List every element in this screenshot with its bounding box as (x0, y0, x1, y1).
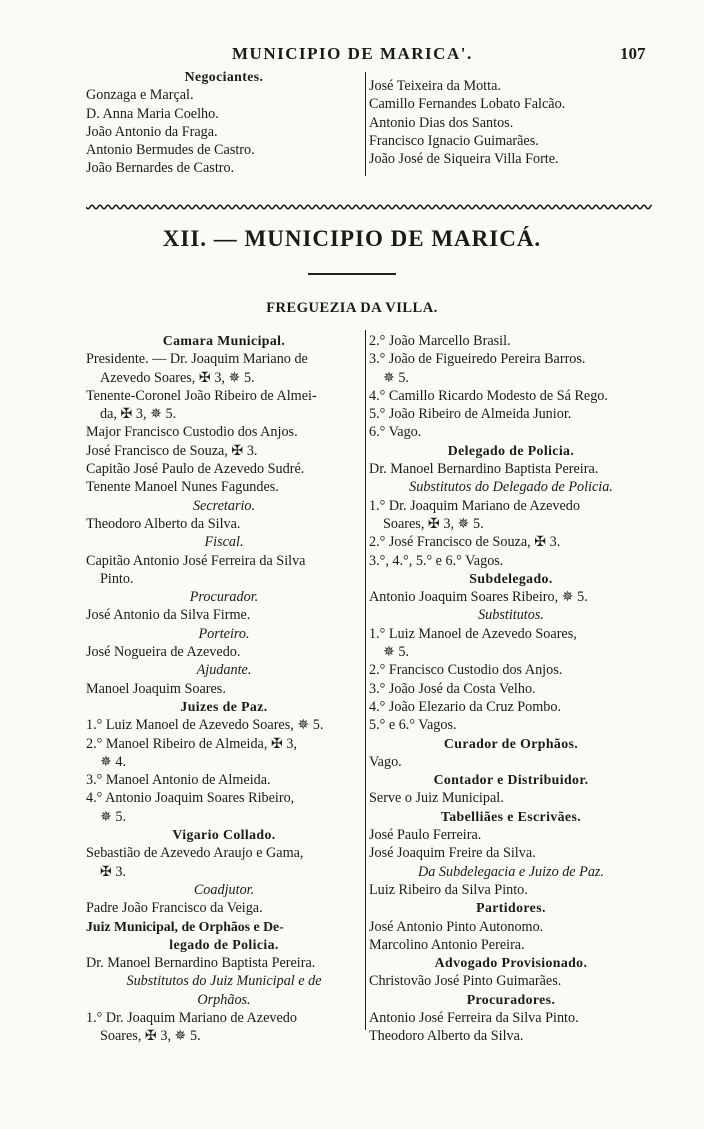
entry-line: Presidente. — Dr. Joaquim Mariano de (86, 351, 308, 368)
entry-line: José Paulo Ferreira. (369, 827, 482, 844)
entry-line: Tenente-Coronel João Ribeiro de Almei- (86, 387, 317, 404)
list-item: João Bernardes de Castro. (86, 160, 235, 177)
entry-line: José Francisco de Souza, ✠ 3. (86, 442, 258, 459)
entry-line: Antonio Joaquim Soares Ribeiro, ✵ 5. (369, 589, 588, 606)
chapter-rule (308, 273, 396, 275)
section-heading: Vigario Collado. (172, 827, 276, 843)
entry-line: ✵ 5. (100, 808, 127, 825)
entry-line: Soares, ✠ 3, ✵ 5. (100, 1028, 201, 1045)
list-item: João Antonio da Fraga. (86, 123, 218, 140)
entry-line: 2.° Manoel Ribeiro de Almeida, ✠ 3, (86, 735, 298, 752)
section-heading: Subdelegado. (469, 570, 553, 586)
entry-line: 1.° Luiz Manoel de Azevedo Soares, ✵ 5. (86, 717, 324, 734)
subtitle-label: Da Subdelegacia e Juizo de Paz. (418, 863, 604, 880)
entry-line: 4.° João Elezario da Cruz Pombo. (369, 698, 562, 715)
entry-line: Manoel Joaquim Soares. (86, 680, 226, 697)
running-title: MUNICIPIO DE MARICA'. (232, 44, 473, 63)
entry-line: José Antonio da Silva Firme. (86, 607, 251, 624)
list-item: Gonzaga e Marçal. (86, 87, 194, 104)
role-label: Secretario. (192, 497, 256, 514)
entry-line: Antonio José Ferreira da Silva Pinto. (369, 1009, 579, 1026)
entry-line: 1.° Dr. Joaquim Mariano de Azevedo (86, 1009, 297, 1026)
entry-line: Dr. Manoel Bernardino Baptista Pereira. (86, 955, 316, 972)
entry-line: Serve o Juiz Municipal. (369, 790, 504, 807)
subtitle-label: Substitutos do Juiz Municipal e de (126, 973, 322, 990)
entry-line: 5.° e 6.° Vagos. (369, 717, 457, 734)
column-divider-main (365, 330, 366, 1030)
section-heading: Delegado de Policia. (447, 442, 575, 458)
entry-line: 4.° Antonio Joaquim Soares Ribeiro, (86, 790, 295, 807)
entry-line: Capitão José Paulo de Azevedo Sudré. (86, 461, 305, 478)
entry-line: 1.° Luiz Manoel de Azevedo Soares, (369, 625, 577, 642)
entry-line: 5.° João Ribeiro de Almeida Junior. (369, 406, 572, 423)
section-heading: Advogado Provisionado. (434, 955, 588, 971)
subtitle-label: Substitutos do Delegado de Policia. (409, 479, 613, 496)
parish-title: FREGUEZIA DA VILLA. (266, 300, 438, 316)
entry-line: Capitão Antonio José Ferreira da Silva (86, 552, 306, 569)
entry-line: Padre João Francisco da Veiga. (86, 900, 263, 917)
entry-line: Theodoro Alberto da Silva. (86, 515, 241, 532)
entry-line: Major Francisco Custodio dos Anjos. (86, 424, 298, 441)
entry-line: Azevedo Soares, ✠ 3, ✵ 5. (100, 369, 255, 386)
entry-line: ✵ 5. (383, 369, 410, 386)
list-item: Camillo Fernandes Lobato Falcão. (369, 96, 566, 113)
top-right-column (369, 77, 653, 168)
negociantes-heading: Negociantes. (184, 69, 264, 84)
section-heading: Partidores. (476, 900, 546, 916)
chapter-title: XII. — MUNICIPIO DE MARICÁ. (162, 226, 542, 251)
entry-line: Sebastião de Azevedo Araujo e Gama, (86, 845, 304, 862)
entry-line: Christovão José Pinto Guimarães. (369, 973, 562, 990)
list-item: Antonio Bermudes de Castro. (86, 142, 255, 159)
entry-line: Pinto. (100, 570, 134, 587)
role-label: Coadjutor. (193, 881, 255, 898)
role-label: Procurador. (189, 589, 259, 606)
entry-line: da, ✠ 3, ✵ 5. (100, 406, 177, 423)
column-divider-top (365, 72, 366, 176)
page-number: 107 (620, 44, 646, 63)
role-label: Porteiro. (198, 625, 250, 642)
section-heading: Juizes de Paz. (180, 698, 268, 714)
entry-line: 2.° José Francisco de Souza, ✠ 3. (369, 534, 561, 551)
entry-line: José Antonio Pinto Autonomo. (369, 918, 544, 935)
entry-line: 3.°, 4.°, 5.° e 6.° Vagos. (369, 552, 504, 569)
section-heading: Camara Municipal. (162, 333, 286, 348)
role-label: Substitutos. (478, 607, 544, 624)
entry-line: 2.° João Marcello Brasil. (369, 333, 511, 349)
entry-line: Dr. Manoel Bernardino Baptista Pereira. (369, 461, 599, 478)
entry-line: ✠ 3. (100, 863, 127, 880)
entry-line: 2.° Francisco Custodio dos Anjos. (369, 662, 563, 679)
entry-line: 3.° João José da Costa Velho. (369, 680, 536, 697)
entry-line: Tenente Manoel Nunes Fagundes. (86, 479, 279, 496)
list-item: Francisco Ignacio Guimarães. (369, 132, 539, 149)
section-heading: Juiz Municipal, de Orphãos e De- (86, 918, 284, 934)
top-left-column (86, 68, 362, 178)
right-column (369, 332, 653, 1046)
ornamental-wavy-rule (86, 203, 652, 211)
entry-line: 3.° João de Figueiredo Pereira Barros. (369, 351, 586, 368)
list-item: Antonio Dias dos Santos. (369, 114, 514, 131)
entry-line: Luiz Ribeiro da Silva Pinto. (369, 881, 528, 898)
section-heading: Contador e Distribuidor. (433, 772, 589, 788)
entry-line: José Joaquim Freire da Silva. (369, 845, 536, 862)
role-label: Ajudante. (196, 662, 252, 679)
entry-line: ✵ 4. (100, 753, 127, 770)
section-heading: Procuradores. (466, 991, 556, 1007)
entry-line: Vago. (369, 753, 402, 770)
list-item: D. Anna Maria Coelho. (86, 105, 219, 122)
section-heading: Curador de Orphãos. (443, 735, 579, 751)
role-label: Orphãos. (197, 991, 251, 1008)
entry-line: 1.° Dr. Joaquim Mariano de Azevedo (369, 497, 580, 514)
running-head (0, 44, 704, 68)
role-label: Fiscal. (204, 534, 244, 551)
entry-line: ✵ 5. (383, 644, 410, 661)
section-heading: legado de Policia. (169, 936, 279, 952)
section-heading: Tabelliães e Escrivães. (440, 808, 582, 824)
list-item: João José de Siqueira Villa Forte. (369, 151, 559, 168)
entry-line: 3.° Manoel Antonio de Almeida. (86, 772, 271, 789)
entry-line: Marcolino Antonio Pereira. (369, 936, 525, 953)
left-column (86, 332, 362, 1046)
list-item: José Teixeira da Motta. (369, 78, 501, 94)
entry-line: Theodoro Alberto da Silva. (369, 1028, 524, 1045)
entry-line: 4.° Camillo Ricardo Modesto de Sá Rego. (369, 387, 608, 404)
entry-line: José Nogueira de Azevedo. (86, 644, 241, 661)
entry-line: 6.° Vago. (369, 424, 422, 441)
entry-line: Soares, ✠ 3, ✵ 5. (383, 515, 484, 532)
